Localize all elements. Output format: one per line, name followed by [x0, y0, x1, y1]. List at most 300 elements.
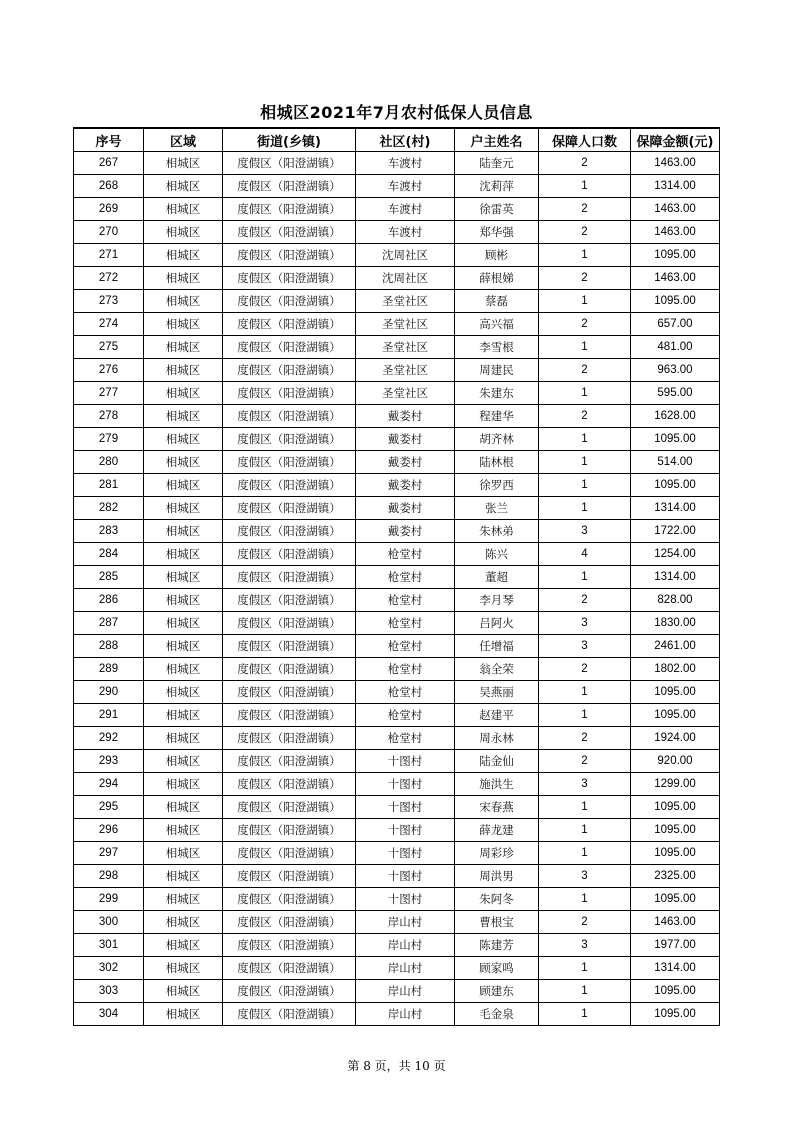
- community-cell: 枪堂村: [356, 727, 455, 750]
- benefit-amount-cell: 1463.00: [631, 267, 720, 290]
- table-row: [74, 635, 720, 658]
- covered-persons-cell: 1: [539, 819, 631, 842]
- street-cell: 度假区（阳澄湖镇）: [223, 313, 356, 336]
- covered-persons-cell: 2: [539, 405, 631, 428]
- row-number-cell: 296: [74, 819, 144, 842]
- covered-persons-cell: 1: [539, 244, 631, 267]
- district-cell: 相城区: [144, 221, 223, 244]
- benefit-amount-cell: 828.00: [631, 589, 720, 612]
- community-cell: 圣堂社区: [356, 290, 455, 313]
- street-cell: 度假区（阳澄湖镇）: [223, 520, 356, 543]
- document-title: 相城区2021年7月农村低保人员信息: [260, 103, 533, 122]
- street-cell: 度假区（阳澄湖镇）: [223, 635, 356, 658]
- householder-name-cell: 顾建东: [455, 980, 539, 1003]
- covered-persons-cell: 3: [539, 635, 631, 658]
- street-cell: 度假区（阳澄湖镇）: [223, 1003, 356, 1026]
- table-row: [74, 221, 720, 244]
- benefit-amount-cell: 1463.00: [631, 221, 720, 244]
- table-row: [74, 520, 720, 543]
- street-cell: 度假区（阳澄湖镇）: [223, 244, 356, 267]
- covered-persons-cell: 1: [539, 336, 631, 359]
- community-cell: 圣堂社区: [356, 382, 455, 405]
- benefit-amount-cell: 1977.00: [631, 934, 720, 957]
- community-cell: 十图村: [356, 750, 455, 773]
- covered-persons-cell: 3: [539, 934, 631, 957]
- community-cell: 十图村: [356, 865, 455, 888]
- table-row: [74, 865, 720, 888]
- householder-name-cell: 顾家鸣: [455, 957, 539, 980]
- householder-name-cell: 董超: [455, 566, 539, 589]
- district-cell: 相城区: [144, 612, 223, 635]
- householder-name-cell: 徐罗西: [455, 474, 539, 497]
- row-number-cell: 275: [74, 336, 144, 359]
- row-number-cell: 295: [74, 796, 144, 819]
- street-cell: 度假区（阳澄湖镇）: [223, 474, 356, 497]
- district-cell: 相城区: [144, 727, 223, 750]
- row-number-cell: 286: [74, 589, 144, 612]
- benefit-amount-cell: 963.00: [631, 359, 720, 382]
- table-row: [74, 359, 720, 382]
- householder-name-cell: 李月琴: [455, 589, 539, 612]
- householder-name-cell: 赵建平: [455, 704, 539, 727]
- covered-persons-cell: 1: [539, 451, 631, 474]
- community-cell: 枪堂村: [356, 704, 455, 727]
- district-cell: 相城区: [144, 773, 223, 796]
- householder-name-cell: 陆奎元: [455, 152, 539, 175]
- covered-persons-cell: 3: [539, 865, 631, 888]
- street-cell: 度假区（阳澄湖镇）: [223, 773, 356, 796]
- community-cell: 圣堂社区: [356, 359, 455, 382]
- community-cell: 岸山村: [356, 1003, 455, 1026]
- row-number-cell: 299: [74, 888, 144, 911]
- street-cell: 度假区（阳澄湖镇）: [223, 980, 356, 1003]
- column-header: 区域: [144, 128, 223, 152]
- table-row: [74, 267, 720, 290]
- covered-persons-cell: 1: [539, 842, 631, 865]
- householder-name-cell: 朱建东: [455, 382, 539, 405]
- benefit-amount-cell: 1095.00: [631, 819, 720, 842]
- community-cell: 十图村: [356, 796, 455, 819]
- community-cell: 枪堂村: [356, 543, 455, 566]
- table-row: [74, 428, 720, 451]
- community-cell: 枪堂村: [356, 612, 455, 635]
- benefit-amount-cell: 595.00: [631, 382, 720, 405]
- street-cell: 度假区（阳澄湖镇）: [223, 796, 356, 819]
- benefit-amount-cell: 1254.00: [631, 543, 720, 566]
- community-cell: 岸山村: [356, 911, 455, 934]
- column-header: 社区(村): [356, 128, 455, 152]
- householder-name-cell: 施洪生: [455, 773, 539, 796]
- householder-name-cell: 朱阿冬: [455, 888, 539, 911]
- row-number-cell: 270: [74, 221, 144, 244]
- benefit-amount-cell: 1314.00: [631, 957, 720, 980]
- district-cell: 相城区: [144, 750, 223, 773]
- covered-persons-cell: 3: [539, 520, 631, 543]
- table-row: [74, 819, 720, 842]
- benefit-amount-cell: 514.00: [631, 451, 720, 474]
- householder-name-cell: 周建民: [455, 359, 539, 382]
- district-cell: 相城区: [144, 359, 223, 382]
- community-cell: 枪堂村: [356, 658, 455, 681]
- householder-name-cell: 顾彬: [455, 244, 539, 267]
- district-cell: 相城区: [144, 152, 223, 175]
- low-income-table: [73, 127, 720, 1026]
- covered-persons-cell: 1: [539, 957, 631, 980]
- column-header: 保障人口数: [539, 128, 631, 152]
- table-row: [74, 934, 720, 957]
- district-cell: 相城区: [144, 451, 223, 474]
- table-row: [74, 382, 720, 405]
- row-number-cell: 297: [74, 842, 144, 865]
- row-number-cell: 273: [74, 290, 144, 313]
- district-cell: 相城区: [144, 267, 223, 290]
- community-cell: 圣堂社区: [356, 313, 455, 336]
- street-cell: 度假区（阳澄湖镇）: [223, 819, 356, 842]
- table-row: [74, 842, 720, 865]
- row-number-cell: 300: [74, 911, 144, 934]
- benefit-amount-cell: 1095.00: [631, 888, 720, 911]
- covered-persons-cell: 1: [539, 1003, 631, 1026]
- householder-name-cell: 薛龙建: [455, 819, 539, 842]
- community-cell: 枪堂村: [356, 681, 455, 704]
- covered-persons-cell: 1: [539, 382, 631, 405]
- table-row: [74, 290, 720, 313]
- district-cell: 相城区: [144, 198, 223, 221]
- benefit-amount-cell: 481.00: [631, 336, 720, 359]
- community-cell: 圣堂社区: [356, 336, 455, 359]
- covered-persons-cell: 1: [539, 175, 631, 198]
- row-number-cell: 282: [74, 497, 144, 520]
- benefit-amount-cell: 1095.00: [631, 796, 720, 819]
- community-cell: 车渡村: [356, 221, 455, 244]
- district-cell: 相城区: [144, 842, 223, 865]
- column-header: 街道(乡镇): [223, 128, 356, 152]
- street-cell: 度假区（阳澄湖镇）: [223, 566, 356, 589]
- covered-persons-cell: 1: [539, 290, 631, 313]
- street-cell: 度假区（阳澄湖镇）: [223, 152, 356, 175]
- street-cell: 度假区（阳澄湖镇）: [223, 727, 356, 750]
- district-cell: 相城区: [144, 865, 223, 888]
- covered-persons-cell: 4: [539, 543, 631, 566]
- benefit-amount-cell: 1095.00: [631, 980, 720, 1003]
- benefit-amount-cell: 1830.00: [631, 612, 720, 635]
- benefit-amount-cell: 1095.00: [631, 842, 720, 865]
- street-cell: 度假区（阳澄湖镇）: [223, 336, 356, 359]
- district-cell: 相城区: [144, 520, 223, 543]
- covered-persons-cell: 1: [539, 681, 631, 704]
- table-row: [74, 658, 720, 681]
- benefit-amount-cell: 1095.00: [631, 681, 720, 704]
- street-cell: 度假区（阳澄湖镇）: [223, 428, 356, 451]
- covered-persons-cell: 2: [539, 267, 631, 290]
- householder-name-cell: 李雪根: [455, 336, 539, 359]
- covered-persons-cell: 1: [539, 888, 631, 911]
- community-cell: 十图村: [356, 819, 455, 842]
- benefit-amount-cell: 2461.00: [631, 635, 720, 658]
- benefit-amount-cell: 1924.00: [631, 727, 720, 750]
- community-cell: 十图村: [356, 842, 455, 865]
- district-cell: 相城区: [144, 244, 223, 267]
- row-number-cell: 272: [74, 267, 144, 290]
- community-cell: 枪堂村: [356, 635, 455, 658]
- community-cell: 戴娄村: [356, 474, 455, 497]
- covered-persons-cell: 1: [539, 566, 631, 589]
- district-cell: 相城区: [144, 911, 223, 934]
- row-number-cell: 301: [74, 934, 144, 957]
- row-number-cell: 280: [74, 451, 144, 474]
- table-row: [74, 405, 720, 428]
- covered-persons-cell: 2: [539, 589, 631, 612]
- district-cell: 相城区: [144, 497, 223, 520]
- row-number-cell: 284: [74, 543, 144, 566]
- row-number-cell: 302: [74, 957, 144, 980]
- table-row: [74, 451, 720, 474]
- covered-persons-cell: 2: [539, 221, 631, 244]
- district-cell: 相城区: [144, 888, 223, 911]
- householder-name-cell: 胡齐林: [455, 428, 539, 451]
- row-number-cell: 283: [74, 520, 144, 543]
- column-header: 户主姓名: [455, 128, 539, 152]
- row-number-cell: 268: [74, 175, 144, 198]
- benefit-amount-cell: 1095.00: [631, 1003, 720, 1026]
- street-cell: 度假区（阳澄湖镇）: [223, 405, 356, 428]
- street-cell: 度假区（阳澄湖镇）: [223, 497, 356, 520]
- benefit-amount-cell: 920.00: [631, 750, 720, 773]
- street-cell: 度假区（阳澄湖镇）: [223, 934, 356, 957]
- table-row: [74, 727, 720, 750]
- street-cell: 度假区（阳澄湖镇）: [223, 957, 356, 980]
- row-number-cell: 279: [74, 428, 144, 451]
- row-number-cell: 269: [74, 198, 144, 221]
- district-cell: 相城区: [144, 980, 223, 1003]
- district-cell: 相城区: [144, 428, 223, 451]
- householder-name-cell: 朱林弟: [455, 520, 539, 543]
- table-body: [74, 152, 720, 1026]
- table-row: [74, 543, 720, 566]
- column-header: 序号: [74, 128, 144, 152]
- row-number-cell: 285: [74, 566, 144, 589]
- district-cell: 相城区: [144, 566, 223, 589]
- table-row: [74, 198, 720, 221]
- table-row: [74, 888, 720, 911]
- district-cell: 相城区: [144, 405, 223, 428]
- benefit-amount-cell: 657.00: [631, 313, 720, 336]
- street-cell: 度假区（阳澄湖镇）: [223, 175, 356, 198]
- table-row: [74, 566, 720, 589]
- district-cell: 相城区: [144, 957, 223, 980]
- community-cell: 车渡村: [356, 152, 455, 175]
- table-row: [74, 244, 720, 267]
- table-row: [74, 313, 720, 336]
- row-number-cell: 293: [74, 750, 144, 773]
- community-cell: 车渡村: [356, 175, 455, 198]
- householder-name-cell: 陆林根: [455, 451, 539, 474]
- covered-persons-cell: 1: [539, 428, 631, 451]
- householder-name-cell: 毛金泉: [455, 1003, 539, 1026]
- community-cell: 岸山村: [356, 957, 455, 980]
- row-number-cell: 291: [74, 704, 144, 727]
- street-cell: 度假区（阳澄湖镇）: [223, 612, 356, 635]
- row-number-cell: 281: [74, 474, 144, 497]
- benefit-amount-cell: 1463.00: [631, 152, 720, 175]
- householder-name-cell: 张兰: [455, 497, 539, 520]
- row-number-cell: 267: [74, 152, 144, 175]
- covered-persons-cell: 1: [539, 474, 631, 497]
- householder-name-cell: 周洪男: [455, 865, 539, 888]
- district-cell: 相城区: [144, 934, 223, 957]
- community-cell: 戴娄村: [356, 497, 455, 520]
- district-cell: 相城区: [144, 704, 223, 727]
- householder-name-cell: 曹根宝: [455, 911, 539, 934]
- benefit-amount-cell: 1314.00: [631, 566, 720, 589]
- table-row: [74, 612, 720, 635]
- street-cell: 度假区（阳澄湖镇）: [223, 589, 356, 612]
- district-cell: 相城区: [144, 681, 223, 704]
- district-cell: 相城区: [144, 290, 223, 313]
- householder-name-cell: 徐雷英: [455, 198, 539, 221]
- street-cell: 度假区（阳澄湖镇）: [223, 382, 356, 405]
- covered-persons-cell: 2: [539, 658, 631, 681]
- benefit-amount-cell: 1095.00: [631, 290, 720, 313]
- row-number-cell: 298: [74, 865, 144, 888]
- community-cell: 车渡村: [356, 198, 455, 221]
- table-row: [74, 497, 720, 520]
- row-number-cell: 294: [74, 773, 144, 796]
- householder-name-cell: 程建华: [455, 405, 539, 428]
- district-cell: 相城区: [144, 175, 223, 198]
- householder-name-cell: 任增福: [455, 635, 539, 658]
- householder-name-cell: 周彩珍: [455, 842, 539, 865]
- street-cell: 度假区（阳澄湖镇）: [223, 704, 356, 727]
- covered-persons-cell: 3: [539, 612, 631, 635]
- table-row: [74, 704, 720, 727]
- benefit-amount-cell: 1463.00: [631, 198, 720, 221]
- community-cell: 枪堂村: [356, 566, 455, 589]
- householder-name-cell: 郑华强: [455, 221, 539, 244]
- district-cell: 相城区: [144, 382, 223, 405]
- street-cell: 度假区（阳澄湖镇）: [223, 681, 356, 704]
- row-number-cell: 287: [74, 612, 144, 635]
- street-cell: 度假区（阳澄湖镇）: [223, 451, 356, 474]
- benefit-amount-cell: 1722.00: [631, 520, 720, 543]
- community-cell: 枪堂村: [356, 589, 455, 612]
- householder-name-cell: 吴燕丽: [455, 681, 539, 704]
- householder-name-cell: 高兴福: [455, 313, 539, 336]
- community-cell: 戴娄村: [356, 451, 455, 474]
- table-row: [74, 911, 720, 934]
- column-header: 保障金额(元): [631, 128, 720, 152]
- street-cell: 度假区（阳澄湖镇）: [223, 888, 356, 911]
- householder-name-cell: 周永林: [455, 727, 539, 750]
- householder-name-cell: 沈莉萍: [455, 175, 539, 198]
- covered-persons-cell: 2: [539, 152, 631, 175]
- covered-persons-cell: 2: [539, 750, 631, 773]
- benefit-amount-cell: 1802.00: [631, 658, 720, 681]
- district-cell: 相城区: [144, 336, 223, 359]
- covered-persons-cell: 1: [539, 704, 631, 727]
- table-row: [74, 957, 720, 980]
- covered-persons-cell: 1: [539, 980, 631, 1003]
- district-cell: 相城区: [144, 1003, 223, 1026]
- table-row: [74, 336, 720, 359]
- benefit-amount-cell: 1095.00: [631, 704, 720, 727]
- street-cell: 度假区（阳澄湖镇）: [223, 290, 356, 313]
- row-number-cell: 303: [74, 980, 144, 1003]
- page-footer: 第 8 页，共 10 页: [347, 1059, 446, 1073]
- district-cell: 相城区: [144, 543, 223, 566]
- community-cell: 沈周社区: [356, 244, 455, 267]
- community-cell: 沈周社区: [356, 267, 455, 290]
- community-cell: 十图村: [356, 773, 455, 796]
- community-cell: 戴娄村: [356, 428, 455, 451]
- table-row: [74, 750, 720, 773]
- community-cell: 岸山村: [356, 934, 455, 957]
- street-cell: 度假区（阳澄湖镇）: [223, 267, 356, 290]
- row-number-cell: 288: [74, 635, 144, 658]
- householder-name-cell: 蔡磊: [455, 290, 539, 313]
- community-cell: 岸山村: [356, 980, 455, 1003]
- row-number-cell: 289: [74, 658, 144, 681]
- householder-name-cell: 吕阿火: [455, 612, 539, 635]
- table-row: [74, 1003, 720, 1026]
- street-cell: 度假区（阳澄湖镇）: [223, 865, 356, 888]
- benefit-amount-cell: 1628.00: [631, 405, 720, 428]
- street-cell: 度假区（阳澄湖镇）: [223, 658, 356, 681]
- row-number-cell: 290: [74, 681, 144, 704]
- district-cell: 相城区: [144, 635, 223, 658]
- community-cell: 戴娄村: [356, 520, 455, 543]
- table-row: [74, 980, 720, 1003]
- community-cell: 戴娄村: [356, 405, 455, 428]
- street-cell: 度假区（阳澄湖镇）: [223, 750, 356, 773]
- table-row: [74, 152, 720, 175]
- row-number-cell: 278: [74, 405, 144, 428]
- table-row: [74, 175, 720, 198]
- benefit-amount-cell: 1314.00: [631, 175, 720, 198]
- benefit-amount-cell: 2325.00: [631, 865, 720, 888]
- table-header-row: [74, 128, 720, 152]
- street-cell: 度假区（阳澄湖镇）: [223, 543, 356, 566]
- row-number-cell: 274: [74, 313, 144, 336]
- table-row: [74, 681, 720, 704]
- row-number-cell: 276: [74, 359, 144, 382]
- benefit-amount-cell: 1095.00: [631, 244, 720, 267]
- street-cell: 度假区（阳澄湖镇）: [223, 198, 356, 221]
- benefit-amount-cell: 1463.00: [631, 911, 720, 934]
- row-number-cell: 292: [74, 727, 144, 750]
- district-cell: 相城区: [144, 313, 223, 336]
- row-number-cell: 277: [74, 382, 144, 405]
- street-cell: 度假区（阳澄湖镇）: [223, 221, 356, 244]
- street-cell: 度假区（阳澄湖镇）: [223, 911, 356, 934]
- covered-persons-cell: 1: [539, 497, 631, 520]
- householder-name-cell: 宋春燕: [455, 796, 539, 819]
- benefit-amount-cell: 1314.00: [631, 497, 720, 520]
- street-cell: 度假区（阳澄湖镇）: [223, 359, 356, 382]
- householder-name-cell: 陆金仙: [455, 750, 539, 773]
- row-number-cell: 271: [74, 244, 144, 267]
- covered-persons-cell: 3: [539, 773, 631, 796]
- street-cell: 度假区（阳澄湖镇）: [223, 842, 356, 865]
- householder-name-cell: 薛根娣: [455, 267, 539, 290]
- covered-persons-cell: 1: [539, 796, 631, 819]
- table-row: [74, 589, 720, 612]
- householder-name-cell: 陈兴: [455, 543, 539, 566]
- district-cell: 相城区: [144, 796, 223, 819]
- householder-name-cell: 陈建芳: [455, 934, 539, 957]
- district-cell: 相城区: [144, 474, 223, 497]
- covered-persons-cell: 2: [539, 313, 631, 336]
